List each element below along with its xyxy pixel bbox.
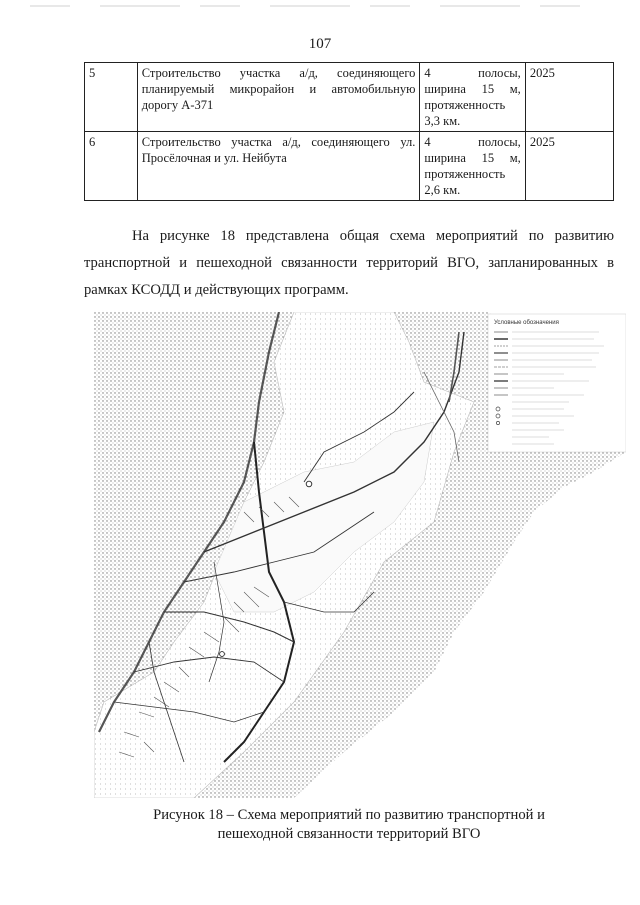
row-description: Строительство участка а/д, соединяющего ул. Просёлочная и ул. Нейбута [137,132,420,201]
legend-title: Условные обозначения [494,320,559,326]
transport-scheme-map [94,312,626,798]
row-year: 2025 [525,132,613,201]
row-year: 2025 [525,63,613,132]
table-row [85,63,614,132]
row-parameters: 4 полосы, ширина 15 м, протяженность 2,6 км. [420,132,525,201]
planned-object-marker [220,652,225,657]
row-description: Строительство участка а/д, соединяющего планируемый микрорайон и автомобильную дорогу А-371 [137,63,420,132]
caption-line: Рисунок 18 – Схема мероприятий по развитию транспортной и [153,807,545,823]
measures-table [84,62,614,201]
table-row [85,132,614,201]
row-parameters: 4 полосы, ширина 15 м, протяженность 3,3 км. [420,63,525,132]
caption-line: пешеходной связанности территорий ВГО [217,826,481,842]
planned-object-marker [306,481,312,487]
row-number: 6 [85,132,138,201]
legend-box [488,314,626,452]
page-top-edge [0,4,640,10]
body-paragraph: На рисунке 18 представлена общая схема мероприятий по развитию транспортной и пешеходной связанности территорий ВГО, запланированных в рамках КСОДД и действующих программ. [84,227,614,298]
page-number: 107 [308,36,332,52]
figure-caption [84,806,614,844]
row-number: 5 [85,63,138,132]
